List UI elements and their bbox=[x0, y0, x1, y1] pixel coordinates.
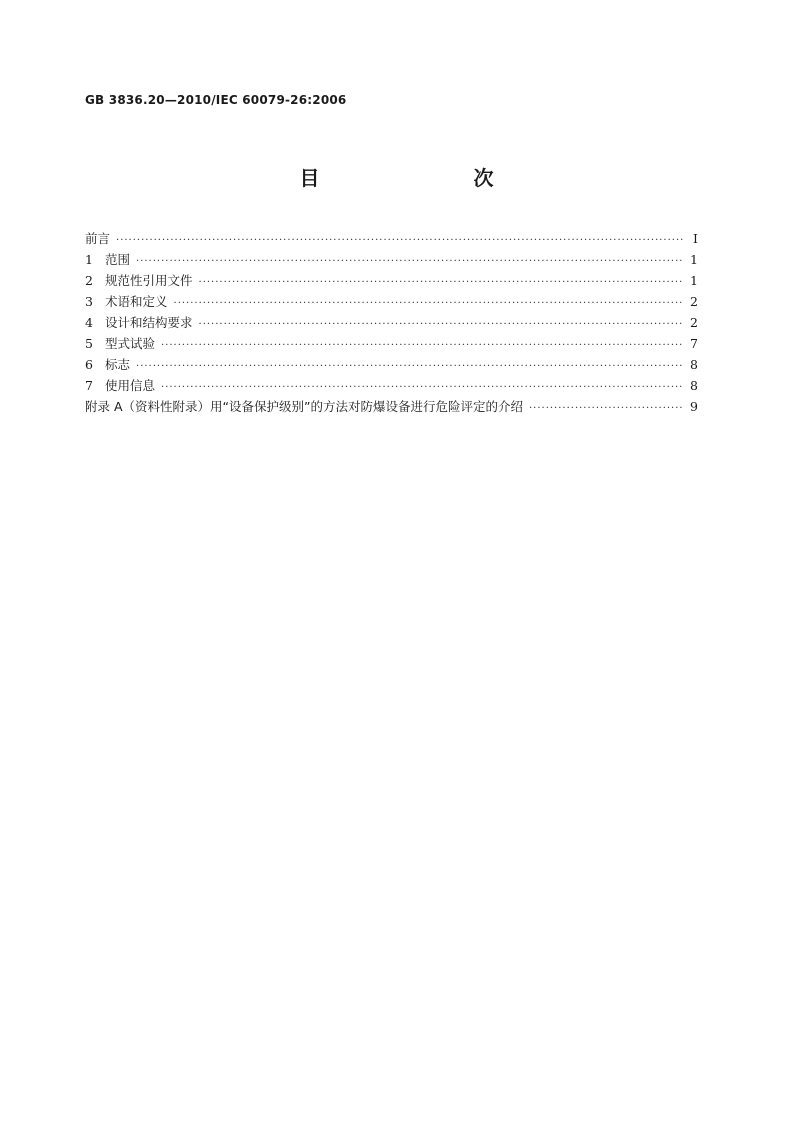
toc-entry-page: 8 bbox=[690, 357, 698, 372]
toc-entry-label: 标志 bbox=[105, 357, 131, 372]
toc-entry-4[interactable] bbox=[85, 312, 698, 333]
toc-entry-annex-a[interactable] bbox=[85, 396, 698, 417]
toc-entry-number: 7 bbox=[85, 378, 93, 393]
toc-entry-page: 7 bbox=[690, 336, 698, 351]
toc-leader-dots bbox=[136, 251, 684, 272]
toc-entry-page: 2 bbox=[690, 315, 698, 330]
toc-entry-foreword[interactable] bbox=[85, 228, 698, 249]
toc-entry-7[interactable] bbox=[85, 375, 698, 396]
toc-leader-dots bbox=[136, 356, 684, 377]
toc-entry-label: 前言 bbox=[85, 231, 111, 246]
toc-entry-5[interactable] bbox=[85, 333, 698, 354]
toc-entry-2[interactable] bbox=[85, 270, 698, 291]
table-of-contents bbox=[85, 228, 698, 417]
toc-entry-number: 3 bbox=[85, 294, 93, 309]
toc-leader-dots bbox=[199, 314, 684, 335]
toc-entry-number: 5 bbox=[85, 336, 93, 351]
toc-entry-label: 设计和结构要求 bbox=[105, 315, 193, 330]
toc-entry-page: 8 bbox=[690, 378, 698, 393]
toc-entry-number: 2 bbox=[85, 273, 93, 288]
toc-entry-number: 6 bbox=[85, 357, 93, 372]
toc-entry-page: 9 bbox=[690, 399, 698, 414]
toc-leader-dots bbox=[529, 398, 684, 419]
toc-leader-dots bbox=[161, 335, 684, 356]
toc-entry-3[interactable] bbox=[85, 291, 698, 312]
toc-entry-label: 术语和定义 bbox=[105, 294, 168, 309]
toc-entry-number: 4 bbox=[85, 315, 93, 330]
toc-entry-page: 1 bbox=[690, 273, 698, 288]
page-title: 目 次 bbox=[299, 166, 532, 190]
toc-entry-page: 1 bbox=[690, 252, 698, 267]
toc-entry-number: 1 bbox=[85, 252, 93, 267]
toc-entry-label: 范围 bbox=[105, 252, 131, 267]
toc-entry-page: 2 bbox=[690, 294, 698, 309]
standard-code-text: GB 3836.20—2010/IEC 60079-26:2006 bbox=[85, 93, 347, 107]
toc-leader-dots bbox=[174, 293, 684, 314]
toc-leader-dots bbox=[199, 272, 684, 293]
toc-entry-label: 型式试验 bbox=[105, 336, 156, 351]
toc-entry-1[interactable] bbox=[85, 249, 698, 270]
toc-entry-label: 附录 A（资料性附录）用“设备保护级别”的方法对防爆设备进行危险评定的介绍 bbox=[85, 399, 523, 414]
toc-leader-dots bbox=[116, 230, 684, 251]
toc-leader-dots bbox=[161, 377, 684, 398]
toc-entry-label: 使用信息 bbox=[105, 378, 156, 393]
toc-entry-page: Ⅰ bbox=[693, 231, 698, 246]
toc-entry-6[interactable] bbox=[85, 354, 698, 375]
toc-entry-label: 规范性引用文件 bbox=[105, 273, 193, 288]
standard-code bbox=[85, 93, 346, 107]
